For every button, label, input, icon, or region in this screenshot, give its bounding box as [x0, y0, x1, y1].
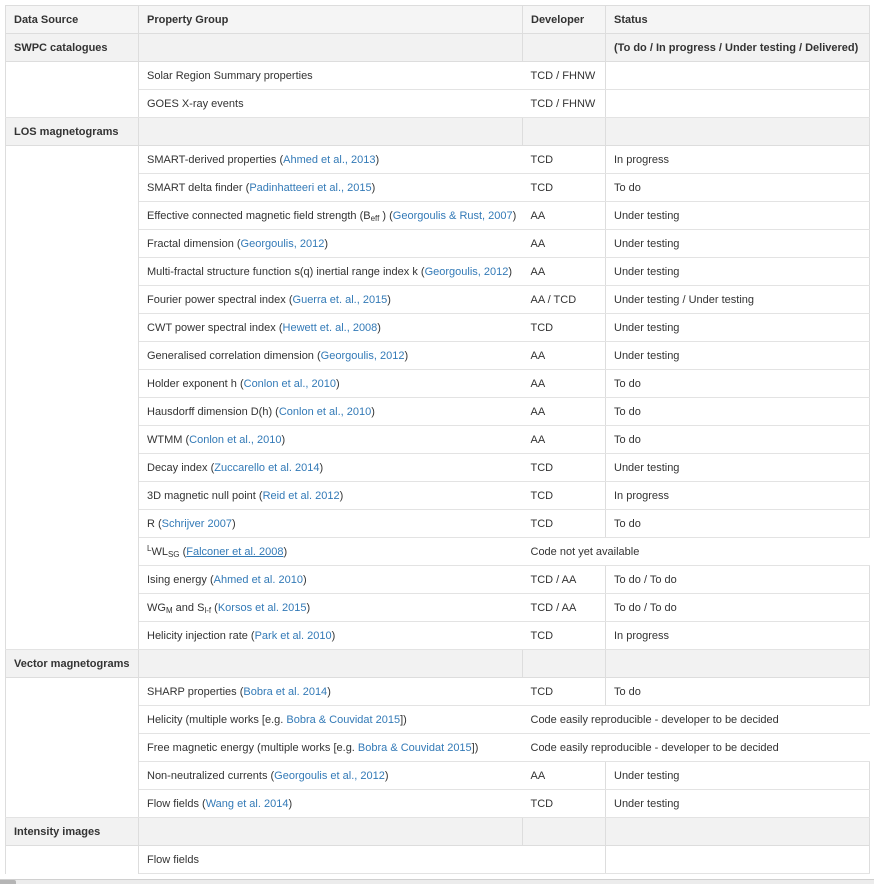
property-cell: Hausdorff dimension D(h) (Conlon et al., 2010): [139, 398, 523, 426]
developer-cell: TCD / AA: [523, 594, 606, 622]
status-cell: Under testing: [606, 258, 870, 286]
reference-link[interactable]: Georgoulis, 2012: [240, 237, 325, 250]
reference-link[interactable]: Guerra et. al., 2015: [292, 293, 388, 306]
table-row: [6, 314, 870, 342]
status-cell: To do: [606, 510, 870, 538]
status-cell: Under testing: [606, 230, 870, 258]
header-developer: Developer: [523, 6, 606, 34]
reference-link[interactable]: Bobra & Couvidat 2015: [286, 713, 401, 726]
section-title: LOS magnetograms: [6, 118, 139, 146]
status-cell: Under testing: [606, 762, 870, 790]
property-cell: Holder exponent h (Conlon et al., 2010): [139, 370, 523, 398]
developer-cell: AA: [523, 258, 606, 286]
property-cell: CWT power spectral index (Hewett et. al., 2008): [139, 314, 523, 342]
reference-link[interactable]: Georgoulis, 2012: [320, 349, 405, 362]
developer-cell: TCD / AA: [523, 566, 606, 594]
reference-link[interactable]: Bobra et al. 2014: [243, 685, 328, 698]
reference-link[interactable]: Georgoulis & Rust, 2007: [392, 209, 513, 222]
developer-cell: TCD: [523, 146, 606, 174]
status-cell: Under testing / Under testing: [606, 286, 870, 314]
reference-link[interactable]: Hewett et. al., 2008: [282, 321, 378, 334]
reference-link[interactable]: Ahmed et al. 2010: [213, 573, 303, 586]
property-cell: Decay index (Zuccarello et al. 2014): [139, 454, 523, 482]
developer-cell: AA / TCD: [523, 286, 606, 314]
table-row: [6, 482, 870, 510]
table-row: [6, 370, 870, 398]
developer-cell: AA: [523, 762, 606, 790]
table-row: [6, 146, 870, 174]
note-cell: Code easily reproducible - developer to be decided: [523, 734, 870, 762]
table-row: [6, 230, 870, 258]
table-row: [6, 286, 870, 314]
reference-link[interactable]: Bobra & Couvidat 2015: [357, 741, 472, 754]
table-row: [6, 174, 870, 202]
table-row: [6, 426, 870, 454]
reference-link[interactable]: Wang et al. 2014: [205, 797, 289, 810]
section-row-vector: [6, 650, 870, 678]
table-row: [6, 258, 870, 286]
reference-link[interactable]: Reid et al. 2012: [262, 489, 340, 502]
table-row: [6, 202, 870, 230]
property-cell: Multi-fractal structure function s(q) inertial range index k (Georgoulis, 2012): [139, 258, 523, 286]
status-cell: To do: [606, 398, 870, 426]
reference-link[interactable]: Zuccarello et al. 2014: [214, 461, 320, 474]
section-row-los: [6, 118, 870, 146]
status-cell: [606, 90, 870, 118]
table-row: [6, 454, 870, 482]
status-cell: In progress: [606, 622, 870, 650]
developer-cell: AA: [523, 370, 606, 398]
reference-link[interactable]: Schrijver 2007: [161, 517, 232, 530]
table-row: [6, 62, 870, 90]
status-cell: In progress: [606, 482, 870, 510]
property-cell: Generalised correlation dimension (Georgoulis, 2012): [139, 342, 523, 370]
developer-cell: TCD: [523, 174, 606, 202]
developer-cell: TCD: [523, 314, 606, 342]
developer-cell: TCD / FHNW: [523, 90, 606, 118]
reference-link[interactable]: Ahmed et al., 2013: [283, 153, 376, 166]
property-cell: SMART-derived properties (Ahmed et al., 2013): [139, 146, 523, 174]
table-row: [6, 566, 870, 594]
property-cell: Free magnetic energy (multiple works [e.g. Bobra & Couvidat 2015]): [139, 734, 523, 762]
status-cell: Under testing: [606, 314, 870, 342]
developer-cell: TCD: [523, 510, 606, 538]
table-row: [6, 90, 870, 118]
developer-cell: AA: [523, 398, 606, 426]
section-row-intensity: [6, 818, 870, 846]
status-cell: In progress: [606, 146, 870, 174]
developer-cell: AA: [523, 230, 606, 258]
property-cell: Helicity injection rate (Park et al. 2010): [139, 622, 523, 650]
property-cell: Helicity (multiple works [e.g. Bobra & Couvidat 2015]): [139, 706, 523, 734]
developer-cell: TCD: [523, 678, 606, 706]
table-row: [6, 706, 870, 734]
property-cell: Flow fields: [139, 846, 523, 874]
status-cell: Under testing: [606, 202, 870, 230]
section-title: Intensity images: [6, 818, 139, 846]
status-cell: To do: [606, 370, 870, 398]
property-cell: Effective connected magnetic field strength ($B_{eff}$ ) (Georgoulis & Rust, 2007): [139, 202, 523, 230]
scrollbar-thumb[interactable]: [0, 880, 16, 884]
reference-link[interactable]: Georgoulis et al., 2012: [274, 769, 385, 782]
reference-link[interactable]: Conlon et al., 2010: [243, 377, 336, 390]
table-row: [6, 846, 870, 874]
property-cell: SMART delta finder (Padinhatteeri et al., 2015): [139, 174, 523, 202]
status-legend: (To do / In progress / Under testing / Delivered): [606, 34, 870, 62]
table-row: [6, 510, 870, 538]
reference-link[interactable]: Georgoulis, 2012: [424, 265, 509, 278]
status-cell: [606, 846, 870, 874]
reference-link[interactable]: Conlon et al., 2010: [278, 405, 372, 418]
developer-cell: TCD: [523, 454, 606, 482]
developer-cell: [523, 846, 606, 874]
table-row: [6, 538, 870, 566]
section-title: Vector magnetograms: [6, 650, 139, 678]
status-cell: To do: [606, 678, 870, 706]
horizontal-scrollbar[interactable]: [0, 879, 874, 884]
status-cell: To do / To do: [606, 566, 870, 594]
table-row: [6, 678, 870, 706]
table-row: [6, 342, 870, 370]
status-cell: Under testing: [606, 454, 870, 482]
developer-cell: AA: [523, 202, 606, 230]
property-cell: R (Schrijver 2007): [139, 510, 523, 538]
property-cell: Fourier power spectral index (Guerra et. al., 2015): [139, 286, 523, 314]
note-cell: Code easily reproducible - developer to be decided: [523, 706, 870, 734]
section-row-swpc: [6, 34, 870, 62]
property-cell: WTMM (Conlon et al., 2010): [139, 426, 523, 454]
reference-link[interactable]: Korsos et al. 2015: [217, 601, 307, 614]
property-cell: Flow fields (Wang et al. 2014): [139, 790, 523, 818]
property-cell: 3D magnetic null point (Reid et al. 2012): [139, 482, 523, 510]
property-cell: Fractal dimension (Georgoulis, 2012): [139, 230, 523, 258]
header-data-source: Data Source: [6, 6, 139, 34]
reference-link[interactable]: Park et al. 2010: [254, 629, 332, 642]
status-cell: [606, 62, 870, 90]
table-row: [6, 594, 870, 622]
table-header-row: [6, 6, 870, 34]
developer-cell: AA: [523, 426, 606, 454]
property-cell: SHARP properties (Bobra et al. 2014): [139, 678, 523, 706]
section-title: SWPC catalogues: [6, 34, 139, 62]
table-row: [6, 398, 870, 426]
reference-link[interactable]: Padinhatteeri et al., 2015: [249, 181, 372, 194]
note-cell: Code not yet available: [523, 538, 870, 566]
property-cell: GOES X-ray events: [139, 90, 523, 118]
status-cell: To do / To do: [606, 594, 870, 622]
property-cell: Solar Region Summary properties: [139, 62, 523, 90]
status-cell: Under testing: [606, 790, 870, 818]
properties-table: [5, 5, 870, 874]
header-status: Status: [606, 6, 870, 34]
header-property-group: Property Group: [139, 6, 523, 34]
developer-cell: TCD: [523, 622, 606, 650]
developer-cell: AA: [523, 342, 606, 370]
status-cell: To do: [606, 174, 870, 202]
developer-cell: TCD / FHNW: [523, 62, 606, 90]
developer-cell: TCD: [523, 790, 606, 818]
table-row: [6, 734, 870, 762]
status-cell: To do: [606, 426, 870, 454]
property-cell: Non-neutralized currents (Georgoulis et al., 2012): [139, 762, 523, 790]
status-cell: Under testing: [606, 342, 870, 370]
reference-link[interactable]: Conlon et al., 2010: [189, 433, 282, 446]
property-cell: Ising energy (Ahmed et al. 2010): [139, 566, 523, 594]
table-row: [6, 762, 870, 790]
table-row: [6, 790, 870, 818]
property-cell: $WG_M$ and $S_{l-f}$ (Korsos et al. 2015): [139, 594, 523, 622]
table-row: [6, 622, 870, 650]
property-cell: $^LWL_{SG}$ (Falconer et al. 2008): [139, 538, 523, 566]
developer-cell: TCD: [523, 482, 606, 510]
reference-link[interactable]: Falconer et al. 2008: [186, 545, 284, 558]
